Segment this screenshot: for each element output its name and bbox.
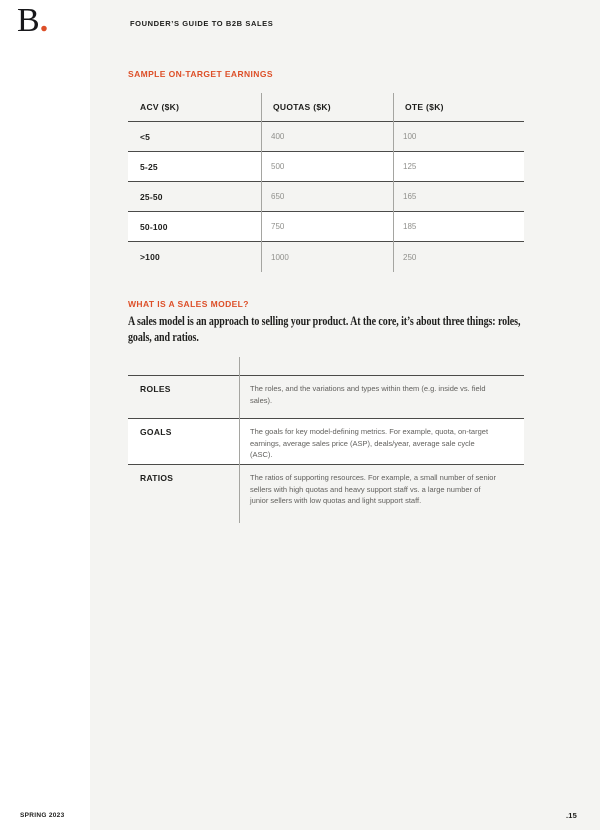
sales-model-table-rows — [128, 375, 524, 523]
acv-cell: 25-50 — [140, 191, 163, 202]
table-row — [128, 152, 524, 182]
acv-cell: 5-25 — [140, 161, 158, 172]
column-divider — [239, 357, 240, 523]
goals-label: GOALS — [140, 427, 172, 437]
sales-model-table — [128, 357, 524, 523]
acv-cell: 50-100 — [140, 221, 168, 232]
sales-model-intro: A sales model is an approach to selling your product. At the core, it’s about three things: roles, goals, and ratios. — [128, 314, 521, 344]
earnings-table — [128, 93, 524, 272]
goals-description: The goals for key model-defining metrics. For example, quota, on-target earnings, average sales price (ASP), deals/year, average sale cycle (ASC). — [250, 427, 489, 459]
quota-cell: 1000 — [271, 252, 289, 262]
ote-cell: 185 — [403, 222, 417, 231]
ote-cell: 250 — [403, 252, 417, 262]
table-row — [128, 465, 524, 523]
table-row — [128, 375, 524, 419]
quota-cell: 400 — [271, 132, 285, 141]
ratios-label: RATIOS — [140, 473, 174, 483]
quota-cell: 750 — [271, 222, 285, 231]
column-header-ote: OTE ($K) — [405, 102, 444, 112]
column-divider — [261, 93, 262, 272]
ratios-description: The ratios of supporting resources. For example, a small number of senior sellers with high quotas and heavy support staff vs. a large number of junior sellers with low quotas and light support staff. — [250, 473, 496, 505]
column-divider — [393, 93, 394, 272]
table-row — [128, 122, 524, 152]
brand-letter: B — [17, 2, 40, 39]
footer-page-number: .15 — [565, 811, 577, 820]
table-row — [128, 212, 524, 242]
brand-dot: . — [39, 2, 49, 39]
quota-cell: 500 — [271, 162, 285, 171]
acv-cell: <5 — [140, 131, 151, 142]
table-row — [128, 419, 524, 465]
section-heading-earnings: SAMPLE ON-TARGET EARNINGS — [128, 69, 273, 79]
document-title: FOUNDER’S GUIDE TO B2B SALES — [130, 19, 274, 28]
roles-label: ROLES — [140, 384, 171, 394]
brand-logo — [17, 4, 48, 38]
roles-description: The roles, and the variations and types within them (e.g. inside vs. field sales). — [250, 384, 486, 405]
quota-cell: 650 — [271, 192, 285, 201]
ote-cell: 125 — [403, 162, 417, 171]
section-heading-sales-model: WHAT IS A SALES MODEL? — [128, 299, 249, 309]
table-row — [128, 242, 524, 272]
footer-edition: SPRING 2023 — [20, 812, 65, 819]
ote-cell: 165 — [403, 192, 417, 201]
table-row — [128, 182, 524, 212]
column-header-acv: ACV ($K) — [140, 102, 180, 112]
column-header-quotas: QUOTAS ($K) — [273, 102, 331, 112]
earnings-table-header-row — [128, 93, 524, 122]
ote-cell: 100 — [403, 132, 417, 141]
acv-cell: >100 — [140, 252, 160, 262]
